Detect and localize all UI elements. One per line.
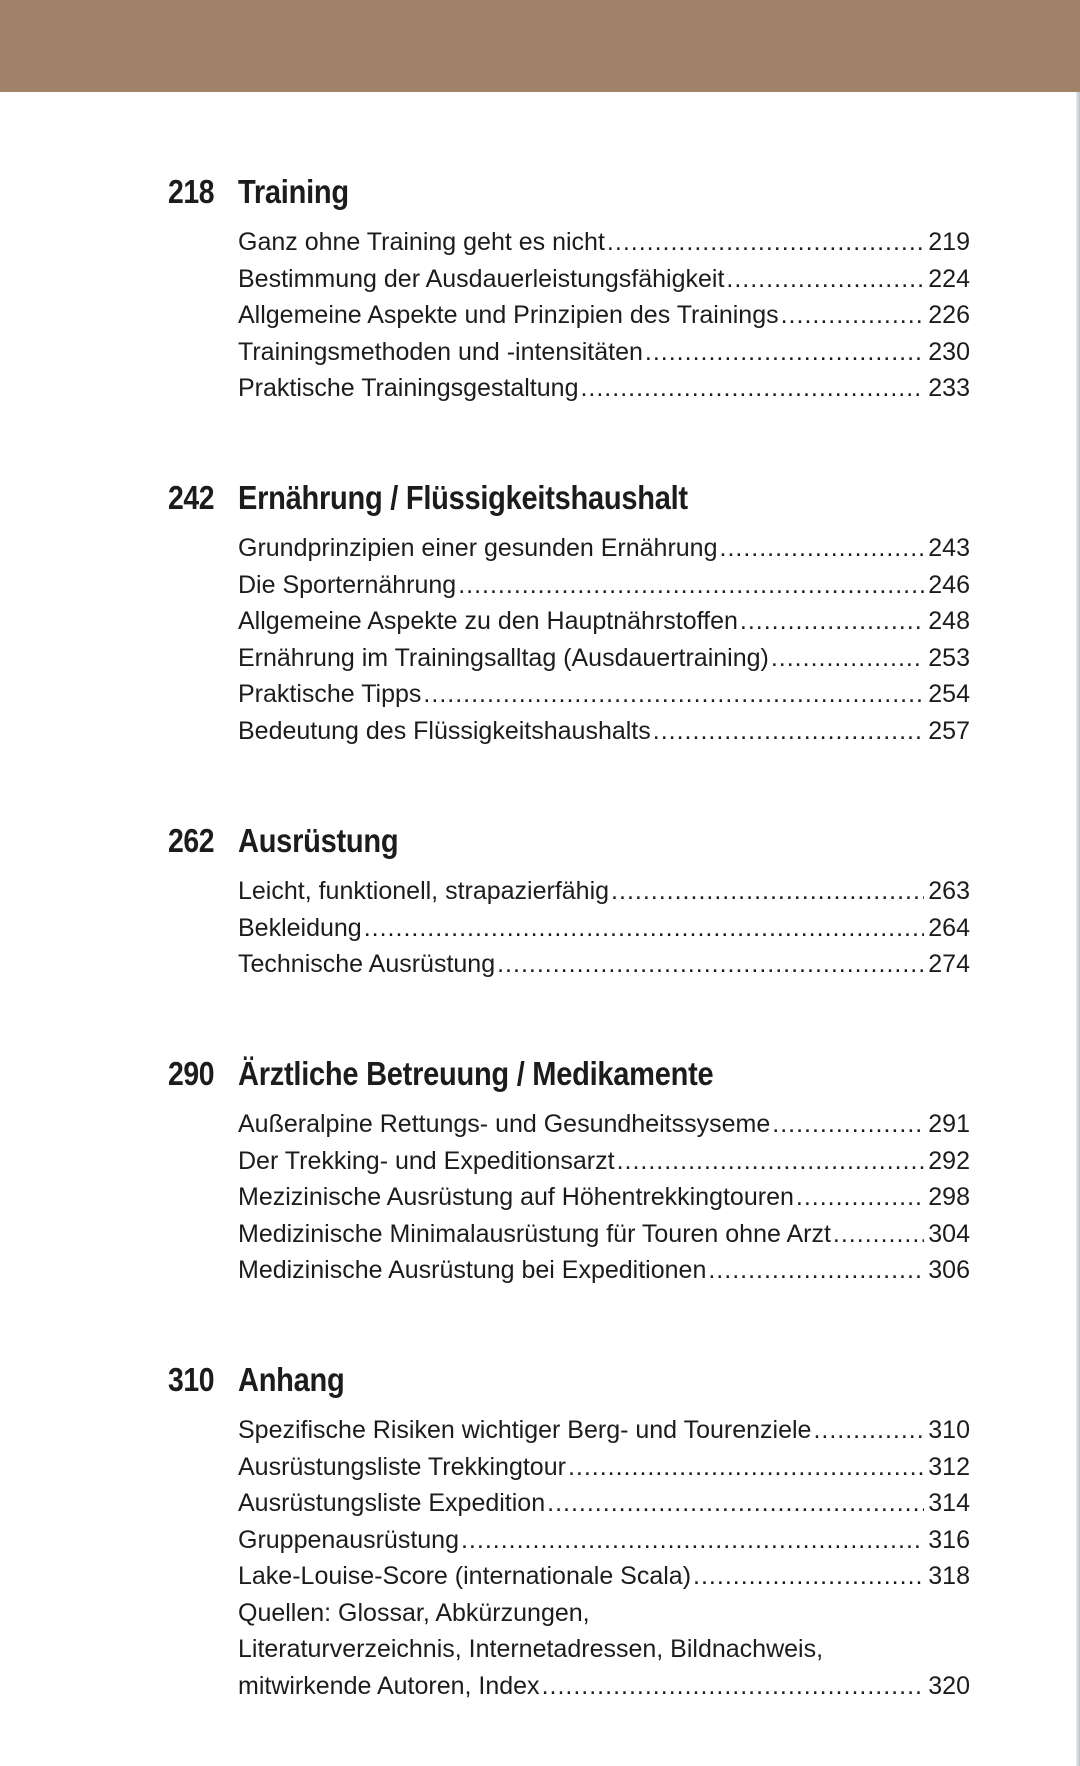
toc-entry[interactable] (238, 946, 970, 983)
header-color-band (0, 0, 1080, 92)
dot-leader (693, 1558, 924, 1595)
toc-entry[interactable] (238, 370, 970, 407)
dot-leader (813, 1412, 924, 1449)
toc-entry-label: Bedeutung des Flüssigkeitshaushalts (238, 716, 651, 745)
dot-leader (607, 224, 924, 261)
toc-entry-page: 312 (928, 1452, 970, 1481)
toc-entry-page: 246 (928, 570, 970, 599)
dot-leader (653, 713, 925, 750)
toc-section (168, 166, 970, 407)
dot-leader (568, 1449, 924, 1486)
section-title: Anhang (238, 1361, 345, 1398)
toc-entry-label: Ausrüstungsliste Trekkingtour (238, 1452, 566, 1481)
toc-entry[interactable] (238, 1449, 970, 1486)
toc-entry-label: Allgemeine Aspekte und Prinzipien des Trainings (238, 301, 779, 329)
toc-entry[interactable] (238, 676, 970, 713)
dot-leader (611, 873, 924, 910)
toc-entry-label: Praktische Tipps (238, 680, 422, 708)
toc-entry[interactable] (238, 567, 970, 604)
dot-leader (781, 297, 925, 334)
toc-entry-label: mitwirkende Autoren, Index (238, 1671, 540, 1700)
toc-entry-page: 298 (928, 1183, 970, 1211)
toc-entry-label: Praktische Trainingsgestaltung (238, 374, 579, 402)
toc-entry[interactable] (238, 1558, 970, 1595)
toc-entry-text-line (238, 1631, 970, 1668)
toc-entry[interactable] (238, 1106, 970, 1143)
toc-entry-page: 314 (928, 1489, 970, 1517)
section-title: Ärztliche Betreuung / Medikamente (238, 1055, 714, 1092)
dot-leader (542, 1668, 925, 1705)
toc-entry-page: 230 (928, 337, 970, 366)
toc-entry-page: 248 (928, 607, 970, 635)
toc-entry[interactable] (238, 873, 970, 910)
toc-entry-label: Trainingsmethoden und -intensitäten (238, 337, 643, 366)
toc-entry[interactable] (238, 224, 970, 261)
toc-entry-label: Mezizinische Ausrüstung auf Höhentrekkingtouren (238, 1183, 794, 1211)
toc-entry-label: Bekleidung (238, 913, 362, 942)
toc-entry-page: 306 (928, 1256, 970, 1284)
toc-entry-label: Ausrüstungsliste Expedition (238, 1489, 546, 1517)
toc-entry-page: 219 (928, 228, 970, 256)
toc-section (168, 815, 970, 983)
toc-entry-label: Die Sporternährung (238, 570, 457, 599)
toc-entry-label: Der Trekking- und Expeditionsarzt (238, 1146, 615, 1175)
toc-entry[interactable] (238, 1216, 970, 1253)
toc-entry-page: 304 (928, 1219, 970, 1248)
toc-entry-page: 263 (928, 877, 970, 905)
dot-leader (740, 603, 924, 640)
toc-entry[interactable] (238, 603, 970, 640)
toc-entry-page: 291 (928, 1110, 970, 1138)
dot-leader (458, 567, 924, 604)
section-heading (168, 1354, 970, 1406)
section-page-number: 218 (168, 173, 215, 210)
toc-entry-page: 264 (928, 913, 970, 942)
toc-entry-page: 224 (928, 264, 970, 293)
dot-leader (497, 946, 924, 983)
toc-entry-label: Quellen: Glossar, Abkürzungen, (238, 1598, 590, 1627)
toc-entry[interactable] (238, 530, 970, 567)
dot-leader (580, 370, 924, 407)
toc-section (168, 472, 970, 749)
toc-entry-label: Ernährung im Trainingsalltag (Ausdauertraining) (238, 643, 769, 672)
dot-leader (796, 1179, 924, 1216)
toc-section (168, 1048, 970, 1289)
section-title: Ernährung / Flüssigkeitshaushalt (238, 479, 688, 516)
toc-entry-page: 253 (928, 643, 970, 672)
dot-leader (547, 1485, 924, 1522)
toc-entry[interactable] (238, 1522, 970, 1559)
toc-entry[interactable] (238, 334, 970, 371)
toc-entry[interactable] (238, 261, 970, 298)
toc-entry-label: Grundprinzipien einer gesunden Ernährung (238, 534, 718, 562)
toc-entry-label: Spezifische Risiken wichtiger Berg- und Tourenziele (238, 1416, 812, 1444)
dot-leader (708, 1252, 924, 1289)
toc-entry[interactable] (238, 910, 970, 947)
dot-leader (364, 910, 925, 947)
toc-entry-label: Medizinische Minimalausrüstung für Touren ohne Arzt (238, 1219, 831, 1248)
toc-entry-page: 316 (928, 1525, 970, 1554)
section-title: Ausrüstung (238, 822, 399, 859)
toc-entry-label: Lake-Louise-Score (internationale Scala) (238, 1562, 692, 1590)
section-page-number: 262 (168, 822, 215, 859)
toc-entry[interactable] (238, 713, 970, 750)
toc-entry-label: Außeralpine Rettungs- und Gesundheitssyseme (238, 1110, 771, 1138)
toc-entry-text-line (238, 1595, 970, 1632)
toc-entry-page: 310 (928, 1416, 970, 1444)
toc-entry[interactable] (238, 1252, 970, 1289)
toc-entry-label: Gruppenausrüstung (238, 1525, 459, 1554)
toc-entry[interactable] (238, 640, 970, 677)
section-heading (168, 472, 970, 524)
toc-entry-page: 226 (928, 301, 970, 329)
toc-entry-page: 292 (928, 1146, 970, 1175)
dot-leader (771, 640, 924, 677)
toc-entry[interactable] (238, 1668, 970, 1705)
section-heading (168, 1048, 970, 1100)
toc-entry-label: Literaturverzeichnis, Internetadressen, Bildnachweis, (238, 1635, 824, 1663)
toc-entry-page: 320 (928, 1671, 970, 1700)
toc-entry-page: 274 (928, 950, 970, 978)
dot-leader (772, 1106, 924, 1143)
section-page-number: 242 (168, 479, 215, 516)
toc-entry-label: Leicht, funktionell, strapazierfähig (238, 877, 610, 905)
toc-section (168, 1354, 970, 1704)
page-edge (1076, 92, 1080, 1766)
dot-leader (720, 530, 925, 567)
dot-leader (833, 1216, 924, 1253)
dot-leader (461, 1522, 924, 1559)
dot-leader (645, 334, 924, 371)
toc-entry[interactable] (238, 1412, 970, 1449)
section-page-number: 310 (168, 1361, 215, 1398)
toc-entry-label: Bestimmung der Ausdauerleistungsfähigkeit (238, 264, 725, 293)
toc-entry-label: Medizinische Ausrüstung bei Expeditionen (238, 1256, 707, 1284)
toc-entry-page: 257 (928, 716, 970, 745)
toc-entry-page: 233 (928, 374, 970, 402)
toc-entry[interactable] (238, 1179, 970, 1216)
toc-entry-page: 254 (928, 680, 970, 708)
section-page-number: 290 (168, 1055, 215, 1092)
section-title: Training (238, 173, 349, 210)
toc-entry-label: Ganz ohne Training geht es nicht (238, 228, 605, 256)
section-heading (168, 815, 970, 867)
toc-entry[interactable] (238, 1143, 970, 1180)
toc-entry-page: 243 (928, 534, 970, 562)
toc-entry[interactable] (238, 297, 970, 334)
toc-entry-page: 318 (928, 1562, 970, 1590)
dot-leader (726, 261, 924, 298)
toc-entry-label: Allgemeine Aspekte zu den Hauptnährstoffen (238, 607, 738, 635)
section-heading (168, 166, 970, 218)
toc-entry-label: Technische Ausrüstung (238, 950, 496, 978)
dot-leader (423, 676, 924, 713)
dot-leader (617, 1143, 925, 1180)
toc-entry[interactable] (238, 1485, 970, 1522)
